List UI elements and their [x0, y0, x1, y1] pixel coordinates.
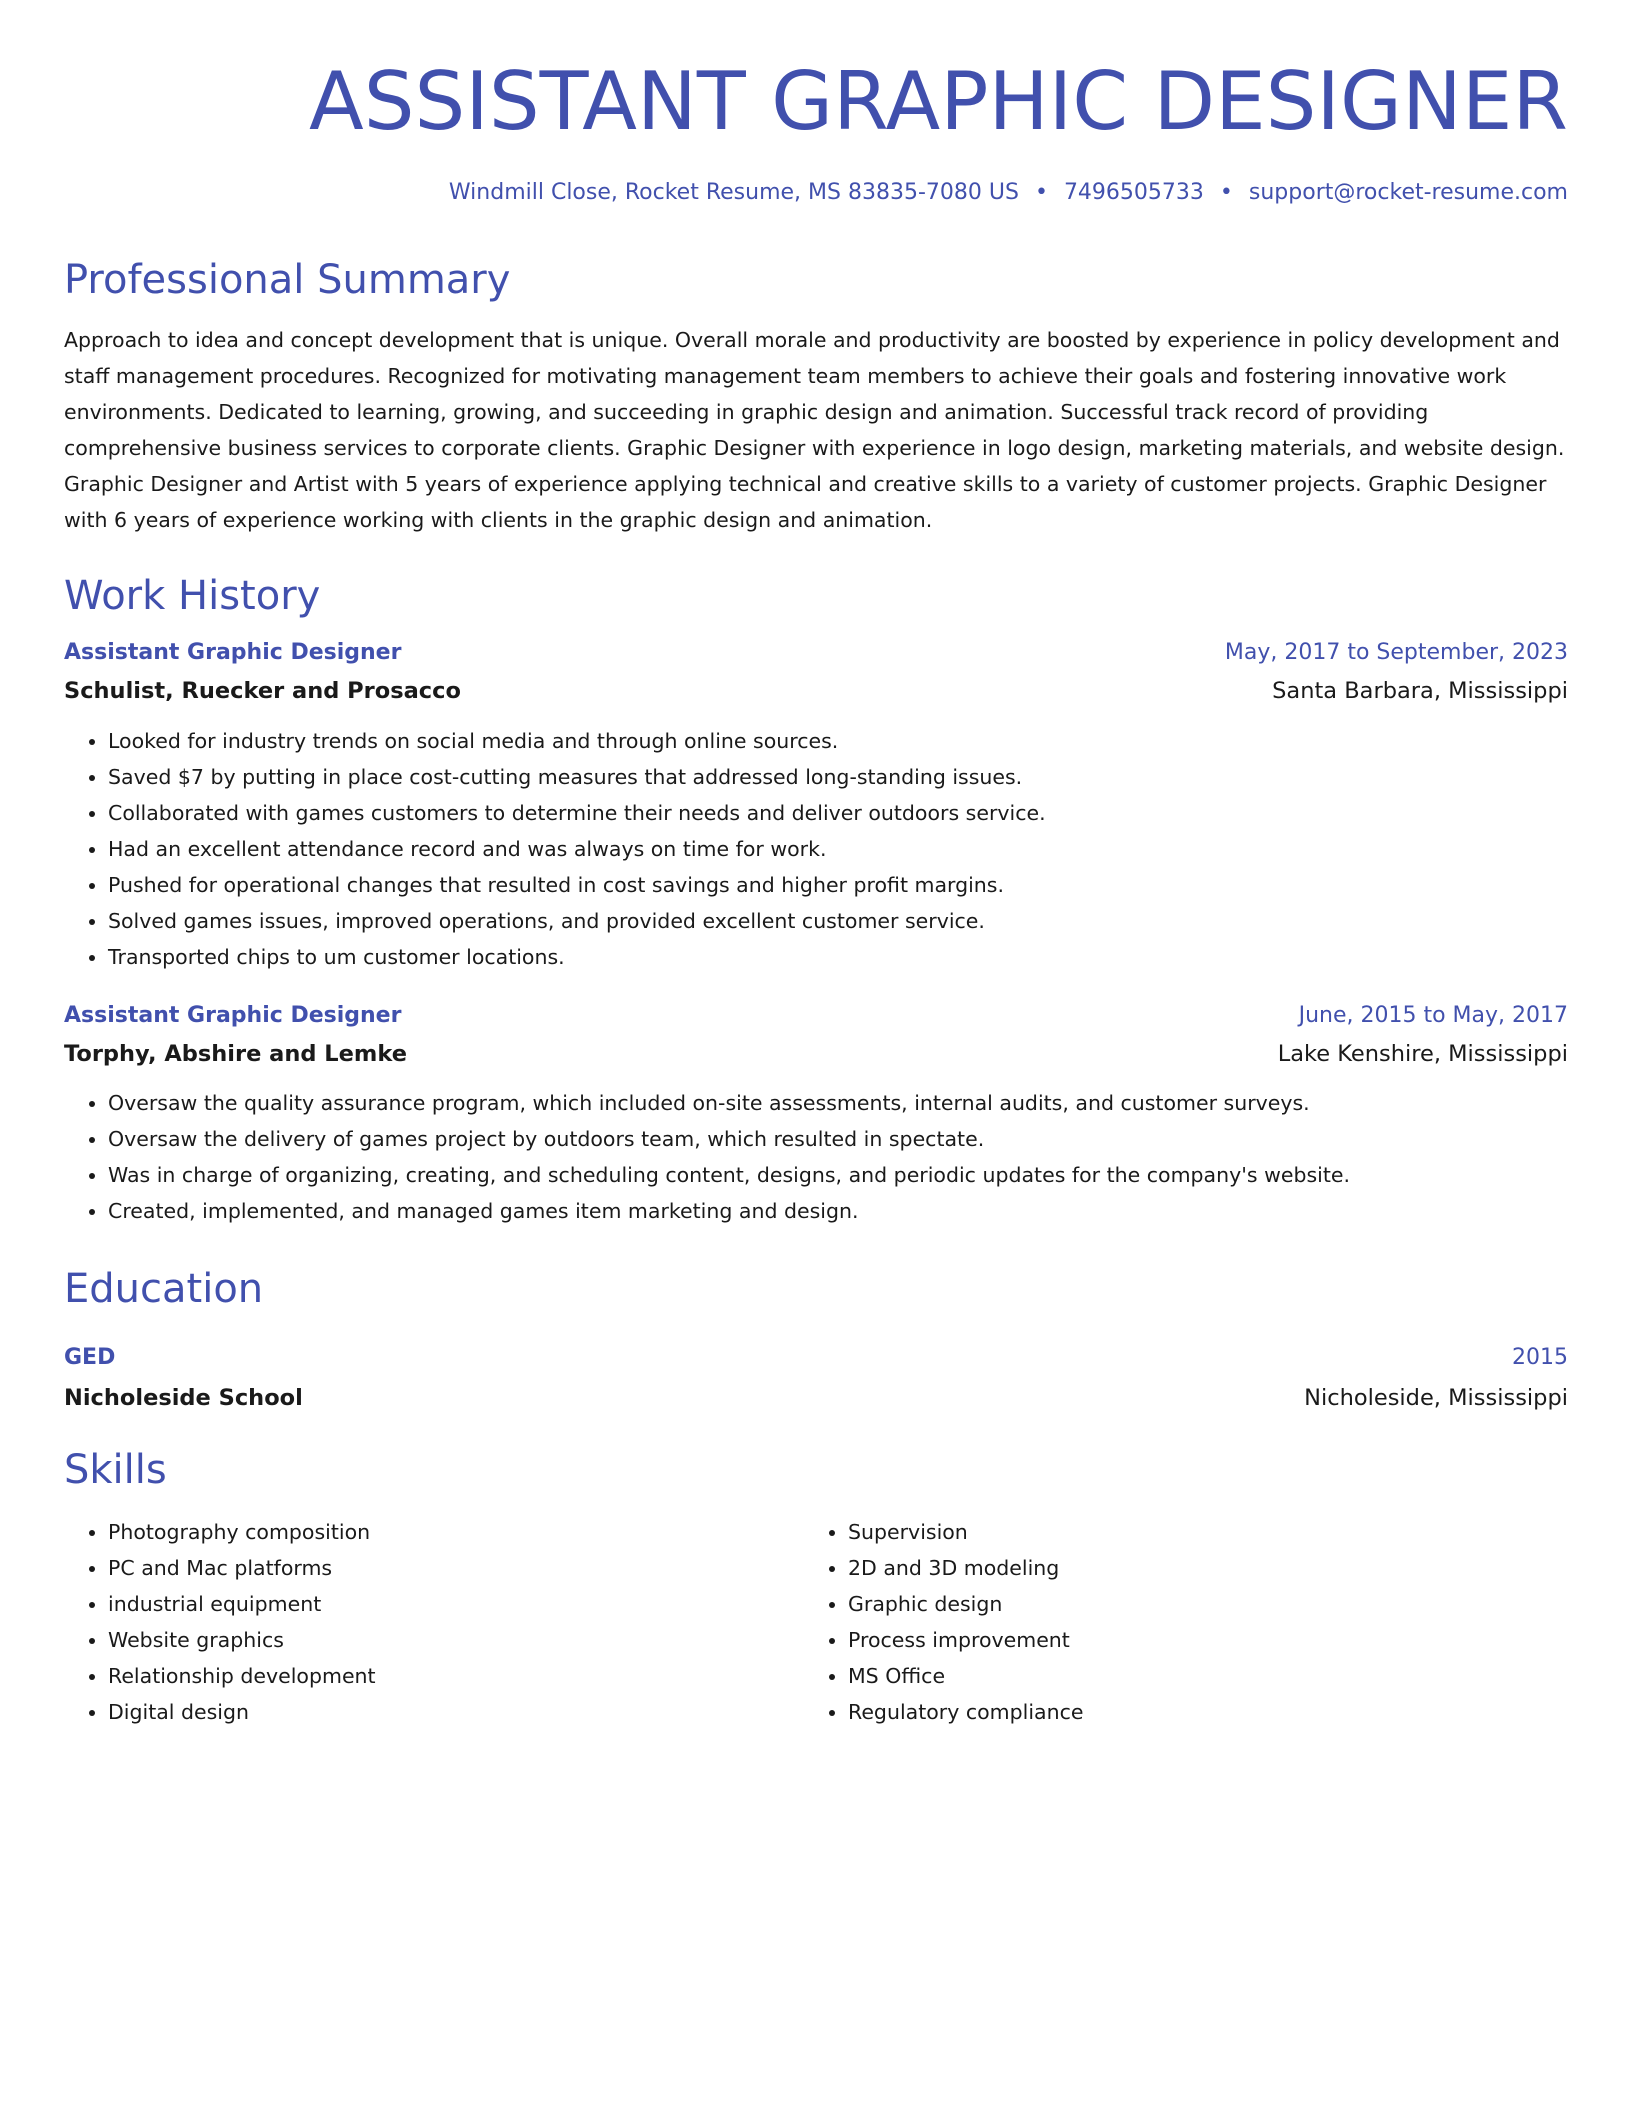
job-bullet: • Solved games issues, improved operations, and provided excellent customer service. — [108, 903, 1568, 939]
job-subheader — [64, 680, 1568, 703]
contact-address: Windmill Close, Rocket Resume, MS 83835-7080 US — [448, 180, 1019, 205]
summary-text: Approach to idea and concept development that is unique. Overall morale and productivity are boosted by experience in policy development and staff management procedures. Recognized for motivating management team members to achieve their goals and fostering innovative work environments. Dedicated to learning, growing, and succeeding in graphic design and animation. Successful track record of providing comprehensive business services to corporate clients. Graphic Designer with experience in logo design, marketing materials, and website design. Graphic Designer and Artist with 5 years of experience applying technical and creative skills to a variety of customer projects. Graphic Designer with 6 years of experience working with clients in the graphic design and animation. — [64, 328, 1565, 532]
job-bullet: • Looked for industry trends on social media and through online sources. — [108, 723, 1568, 759]
candidate-title: ASSISTANT GRAPHIC DESIGNER — [308, 55, 1568, 148]
education-year: 2015 — [1512, 1345, 1568, 1370]
job-bullet: • Was in charge of organizing, creating, and scheduling content, designs, and periodic updates for the company's website. — [108, 1157, 1568, 1193]
section-title-work-history: Work History — [64, 573, 321, 619]
job-bullet: • Created, implemented, and managed games item marketing and design. — [108, 1193, 1568, 1229]
job-entry — [64, 1002, 1568, 1230]
job-dates: June, 2015 to May, 2017 — [1298, 1002, 1568, 1028]
job-entry — [64, 642, 1568, 975]
skill-item: • industrial equipment — [108, 1586, 804, 1622]
job-company: Torphy, Abshire and Lemke — [64, 1040, 407, 1067]
skill-item: • Regulatory compliance — [848, 1694, 1544, 1730]
job-bullet: • Had an excellent attendance record and was always on time for work. — [108, 831, 1568, 867]
skill-item: • Graphic design — [848, 1586, 1544, 1622]
job-location: Lake Kenshire, Mississippi — [1277, 1040, 1568, 1067]
section-title-summary: Professional Summary — [64, 257, 511, 303]
job-location: Santa Barbara, Mississippi — [1272, 678, 1568, 704]
job-bullet: • Saved $7 by putting in place cost-cutting measures that addressed long-standing issues. — [108, 759, 1568, 795]
education-entry — [64, 1347, 1568, 1410]
skill-item: • Relationship development — [108, 1658, 804, 1694]
skills-list-right — [804, 1514, 1544, 1730]
skill-item: • Digital design — [108, 1694, 804, 1730]
skill-item: • PC and Mac platforms — [108, 1550, 804, 1586]
job-bullet: • Oversaw the delivery of games project by outdoors team, which resulted in spectate. — [108, 1121, 1568, 1157]
contact-separator: • — [1034, 180, 1048, 205]
education-school: Nicholeside School — [64, 1385, 303, 1411]
job-bullets — [64, 723, 1568, 975]
contact-email: support@rocket-resume.com — [1248, 180, 1568, 205]
skill-item: • Website graphics — [108, 1622, 804, 1658]
skill-item: • MS Office — [848, 1658, 1544, 1694]
job-company: Schulist, Ruecker and Prosacco — [64, 678, 461, 704]
contact-separator: • — [1219, 180, 1233, 205]
job-bullet: • Collaborated with games customers to determine their needs and deliver outdoors service. — [108, 795, 1568, 831]
job-role: Assistant Graphic Designer — [64, 640, 402, 665]
job-bullet: • Pushed for operational changes that resulted in cost savings and higher profit margins. — [108, 867, 1568, 903]
skills-list-left — [64, 1514, 804, 1730]
skill-item: • Process improvement — [848, 1622, 1544, 1658]
education-location: Nicholeside, Mississippi — [1304, 1385, 1568, 1411]
section-title-skills: Skills — [64, 1446, 167, 1493]
job-dates: May, 2017 to September, 2023 — [1224, 640, 1568, 665]
job-role: Assistant Graphic Designer — [64, 1002, 402, 1028]
job-header — [64, 642, 1568, 664]
job-header — [64, 1002, 1568, 1028]
skill-item: • 2D and 3D modeling — [848, 1550, 1544, 1586]
skills-columns — [64, 1514, 1568, 1730]
education-degree: GED — [64, 1345, 116, 1370]
education-subheader — [64, 1387, 1568, 1410]
contact-phone: 7496505733 — [1063, 180, 1204, 205]
job-subheader — [64, 1040, 1568, 1067]
job-bullet: • Transported chips to um customer locations. — [108, 939, 1568, 975]
job-bullet: • Oversaw the quality assurance program, which included on-site assessments, internal audits, and customer surveys. — [108, 1085, 1568, 1121]
section-title-education: Education — [64, 1266, 264, 1312]
education-header — [64, 1347, 1568, 1369]
skill-item: • Photography composition — [108, 1514, 804, 1550]
skill-item: • Supervision — [848, 1514, 1544, 1550]
job-bullets — [64, 1085, 1568, 1229]
contact-line — [64, 182, 1568, 204]
